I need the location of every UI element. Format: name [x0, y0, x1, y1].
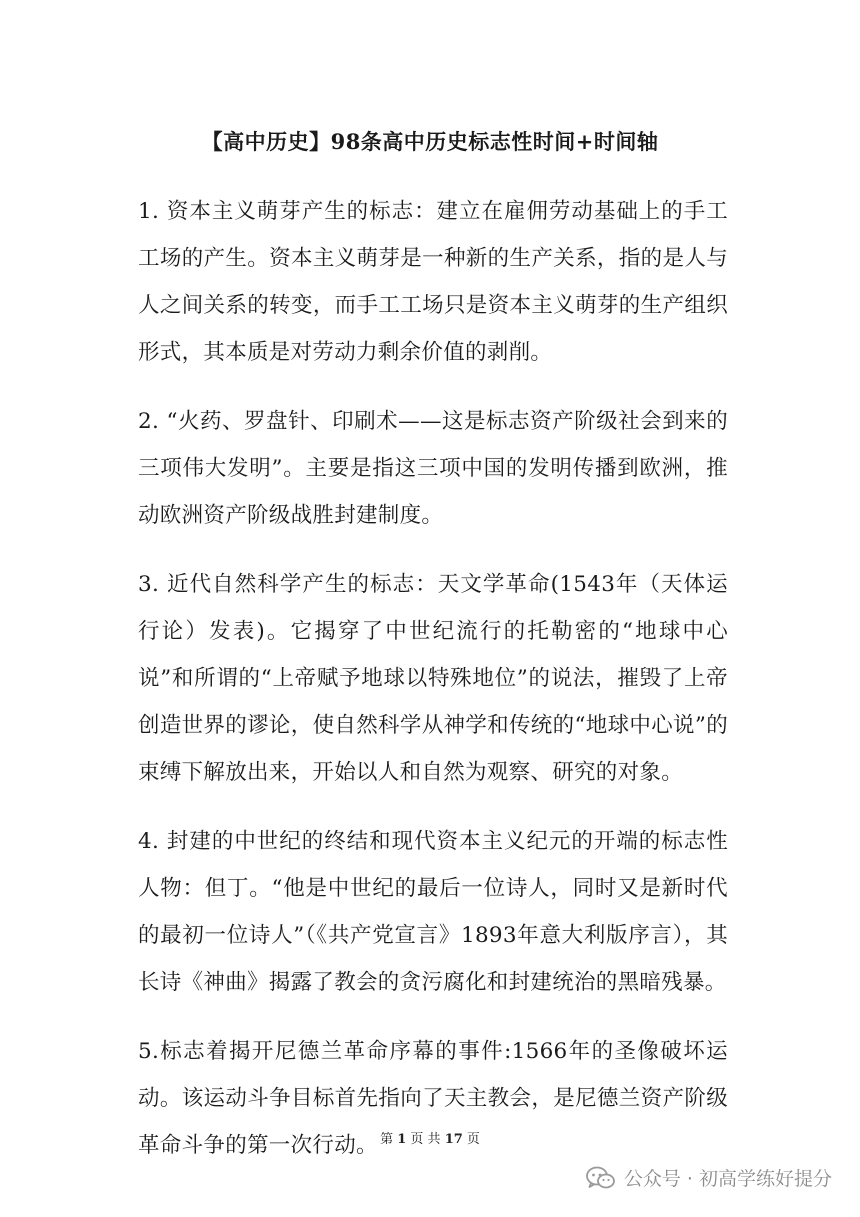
- paragraph-3: 3. 近代自然科学产生的标志：天文学革命(1543年（天体运行论）发表)。它揭穿了中世纪流行的托勒密的“地球中心说”和所谓的“上帝赋予地球以特殊地位”的说法，摧毁了上帝创造世界的谬论，使自然科学从神学和传统的“地球中心说”的束缚下解放出来，开始以人和自然为观察、研究的对象。: [138, 572, 728, 785]
- page-suffix: 页: [466, 1132, 480, 1147]
- document-title: 【高中历史】98条高中历史标志性时间+时间轴: [201, 129, 659, 154]
- wechat-icon: [586, 1166, 616, 1190]
- paragraph-1: 1. 资本主义萌芽产生的标志：建立在雇佣劳动基础上的手工工场的产生。资本主义萌芽是一种新的生产关系，指的是人与人之间关系的转变，而手工工场只是资本主义萌芽的生产组织形式，其本质是对劳动力剩余价值的剥削。: [138, 199, 728, 365]
- document-body: [138, 188, 728, 1191]
- page-mid: 页 共: [410, 1132, 441, 1147]
- page-current: 1: [397, 1132, 407, 1147]
- page-number: [0, 1128, 860, 1147]
- paragraph-2: 2. “火药、罗盘针、印刷术——这是标志资产阶级社会到来的三项伟大发明”。主要是指这三项中国的发明传播到欧洲，推动欧洲资产阶级战胜封建制度。: [138, 409, 728, 528]
- page-total: 17: [444, 1132, 463, 1147]
- paragraph-5: 5.标志着揭开尼德兰革命序幕的事件:1566年的圣像破坏运动。该运动斗争目标首先指向了天主教会，是尼德兰资产阶级革命斗争的第一次行动。: [138, 1039, 728, 1158]
- wechat-watermark: [586, 1164, 832, 1191]
- watermark-text: 公众号 · 初高学练好提分: [623, 1168, 832, 1190]
- page-prefix: 第: [380, 1132, 394, 1147]
- paragraph-4: 4. 封建的中世纪的终结和现代资本主义纪元的开端的标志性人物：但丁。“他是中世纪的最后一位诗人，同时又是新时代的最初一位诗人”（《共产党宣言》1893年意大利版序言），其长诗《神曲》揭露了教会的贪污腐化和封建统治的黑暗残暴。: [138, 829, 728, 995]
